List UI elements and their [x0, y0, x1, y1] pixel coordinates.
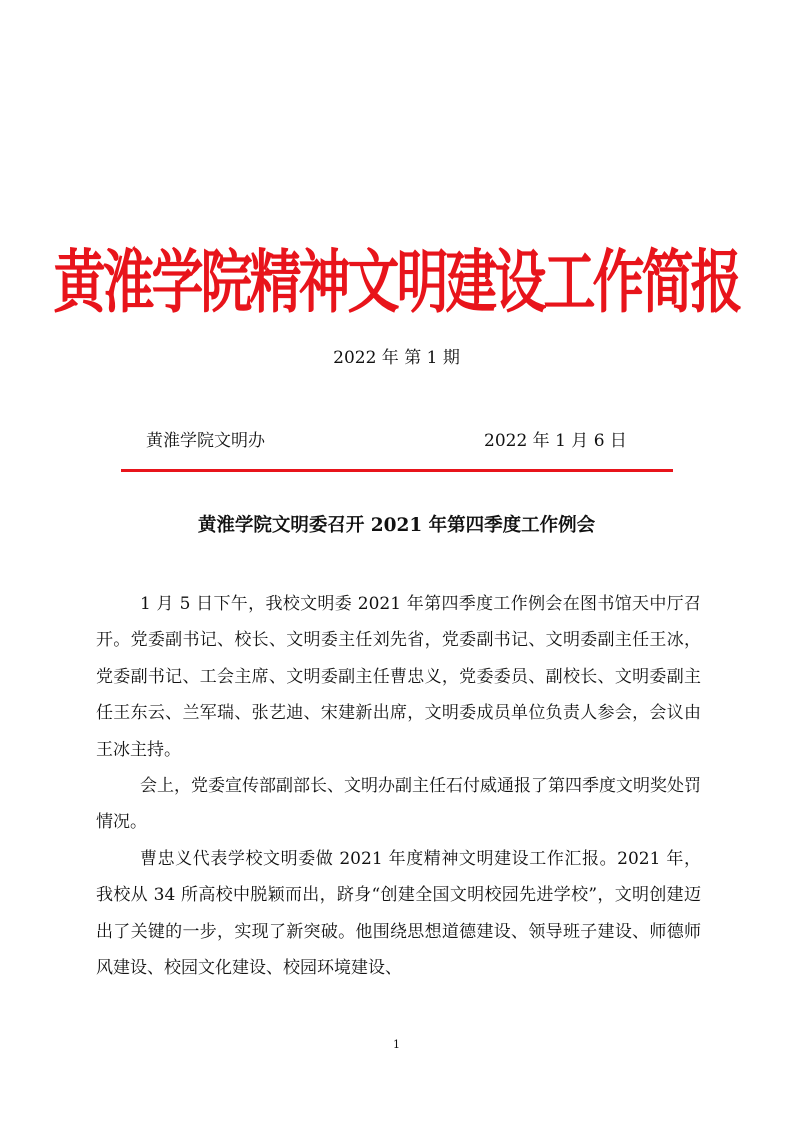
header-divider — [121, 469, 673, 472]
issue-date: 2022 年 1 月 6 日 — [484, 431, 627, 451]
article-paragraph: 会上，党委宣传部副部长、文明办副主任石付威通报了第四季度文明奖处罚情况。 — [96, 776, 701, 833]
newsletter-masthead: 黄淮学院精神文明建设工作简报 — [53, 243, 740, 324]
article-body — [96, 586, 701, 986]
page-number: 1 — [393, 1038, 400, 1051]
article-paragraph: 曹忠义代表学校文明委做 2021 年度精神文明建设工作汇报。2021 年，我校从 34 所高校中脱颖而出，跻身“创建全国文明校园先进学校”，文明创建迈出了关键的一步，实现了新突破。他围绕思想道德建设、领导班子建设、师德师风建设、校园文化建设、校园环境建设、 — [96, 848, 701, 979]
issue-number: 2022 年 第 1 期 — [333, 348, 460, 368]
issuing-office: 黄淮学院文明办 — [146, 431, 265, 451]
article-paragraph: 1 月 5 日下午，我校文明委 2021 年第四季度工作例会在图书馆天中厅召开。党委副书记、校长、文明委主任刘先省，党委副书记、文明委副主任王冰，党委副书记、工会主席、文明委副主任曹忠义，党委委员、副校长、文明委副主任王东云、兰军瑞、张艺迪、宋建新出席，文明委成员单位负责人参会，会议由王冰主持。 — [96, 594, 701, 760]
article-title: 黄淮学院文明委召开 2021 年第四季度工作例会 — [197, 515, 596, 536]
